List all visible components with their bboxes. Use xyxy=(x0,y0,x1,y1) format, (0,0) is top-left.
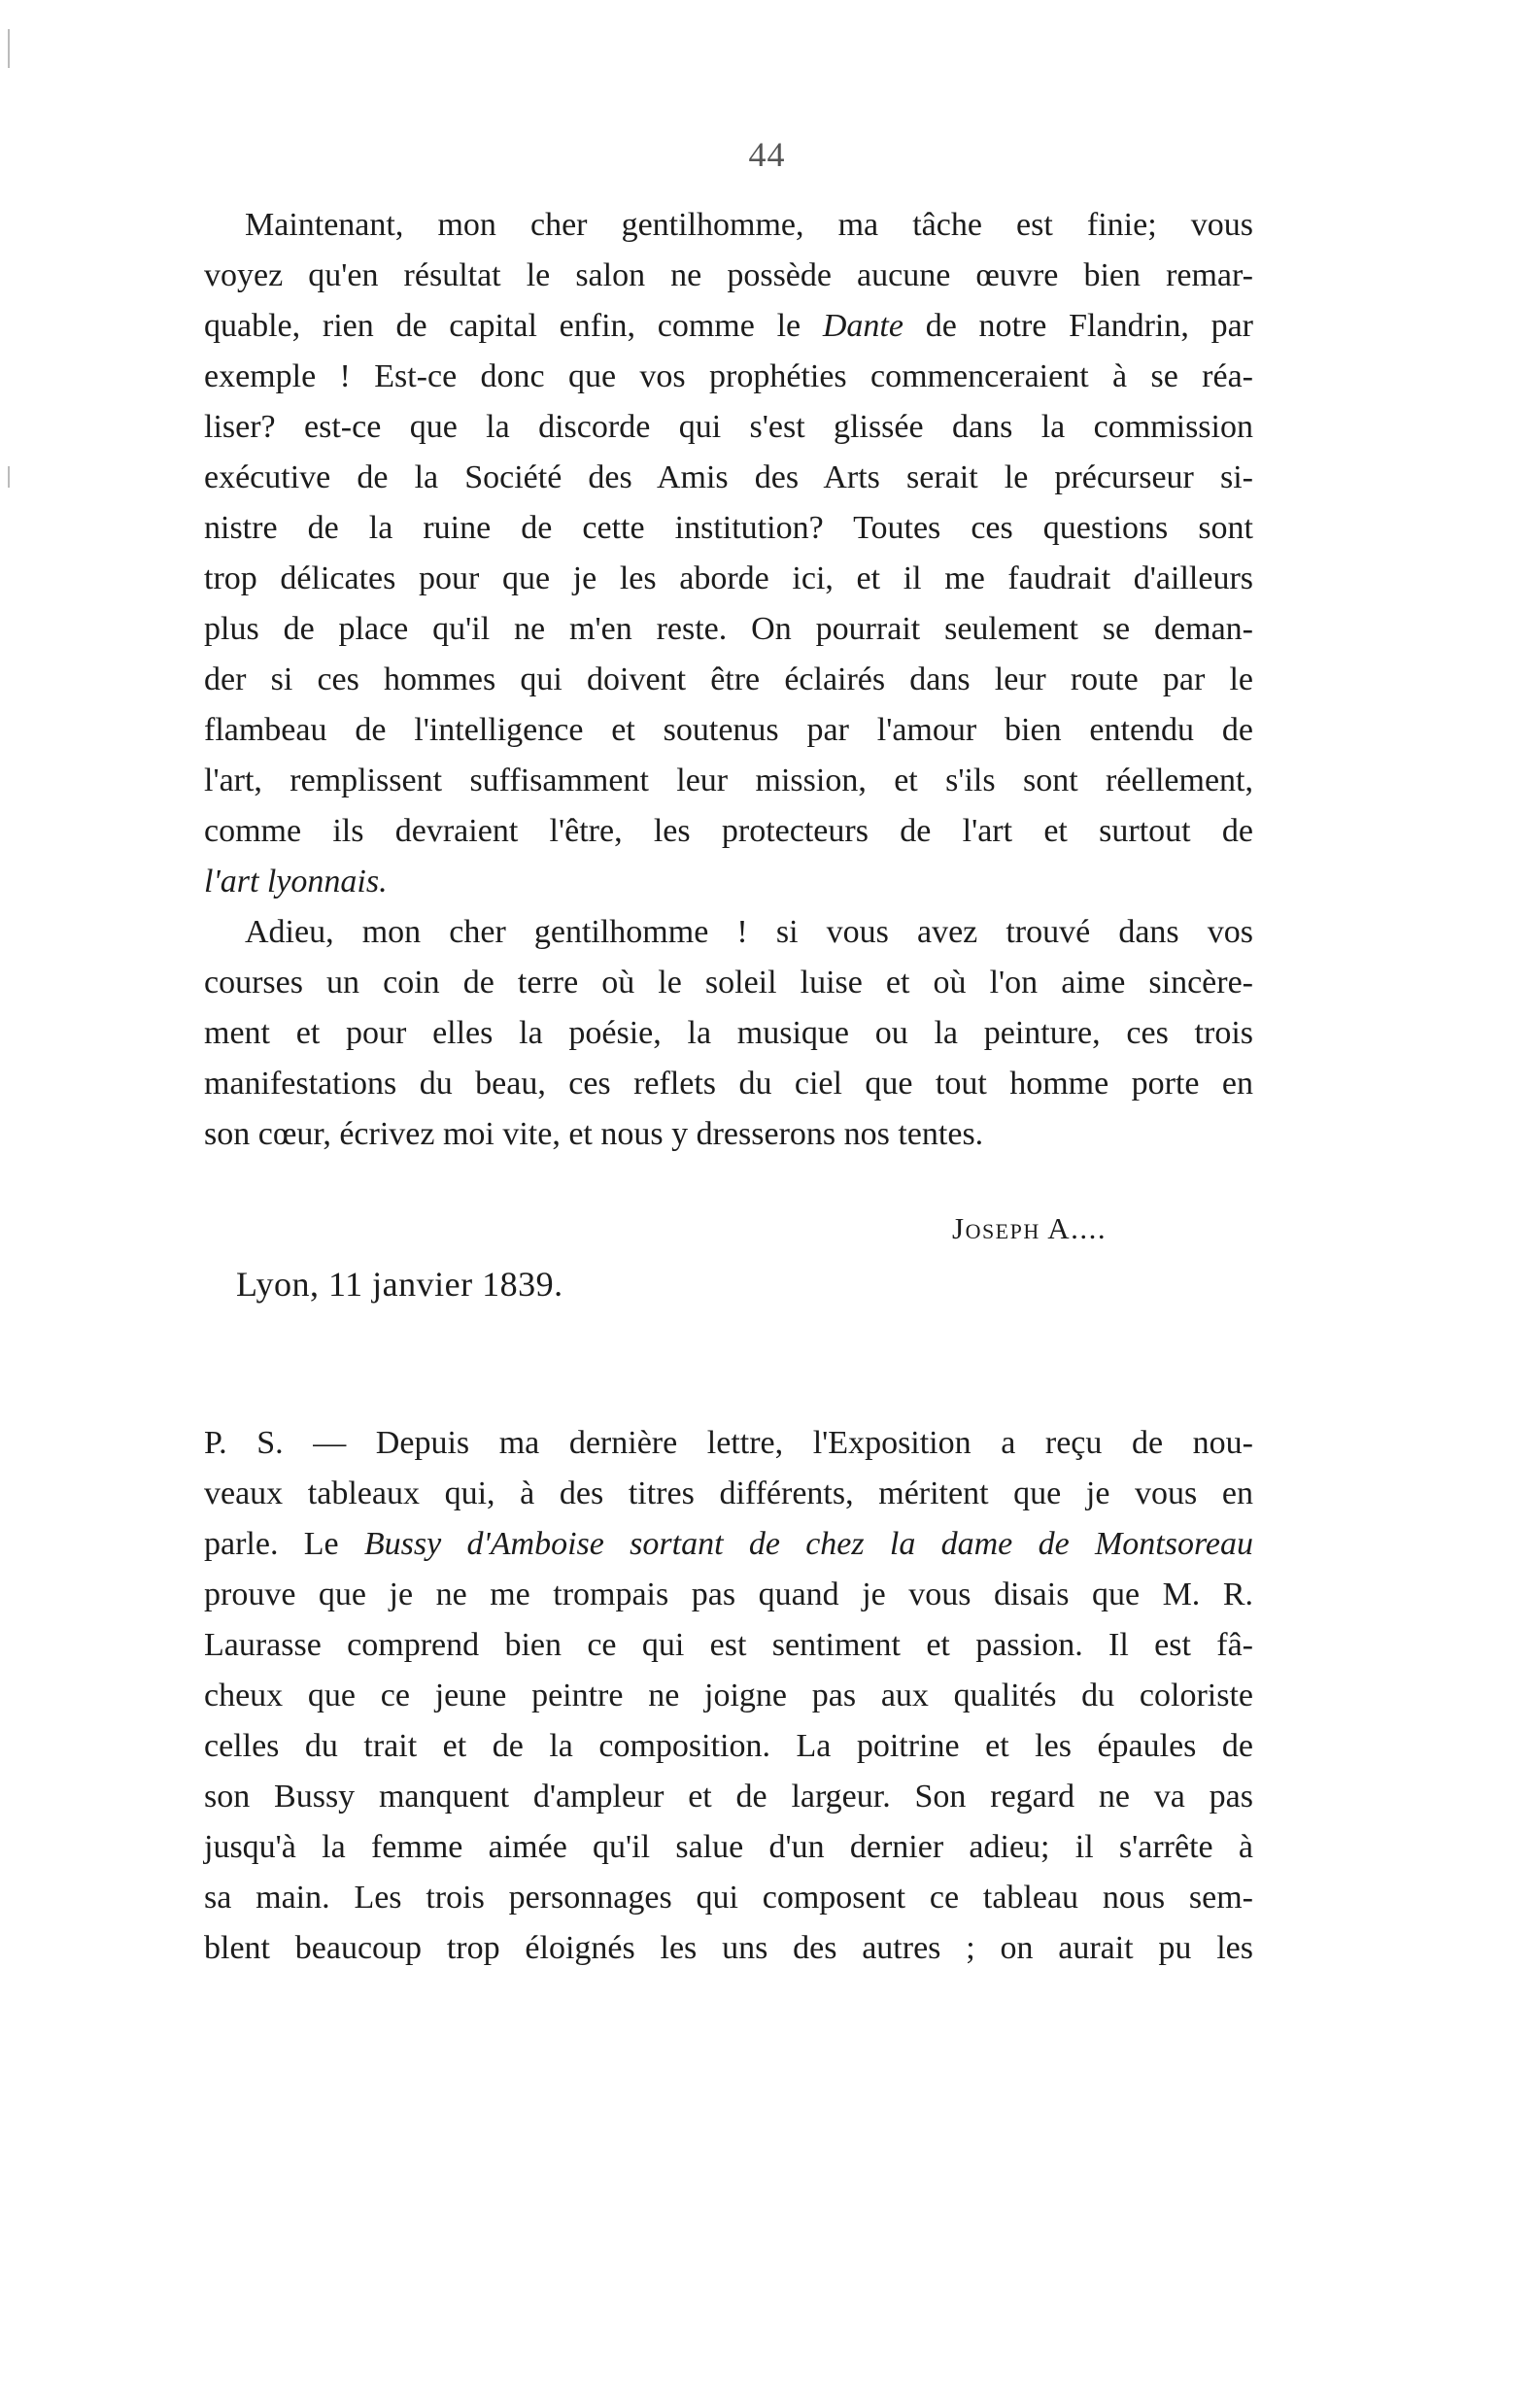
page-number: 44 xyxy=(748,135,786,174)
dateline: Lyon, 11 janvier 1839. xyxy=(236,1265,563,1304)
text-line: sa main. Les trois personnages qui composent ce tableau nous sem- xyxy=(204,1880,1253,1916)
text-line: flambeau de l'intelligence et soutenus par l'amour bien entendu de xyxy=(204,712,1253,748)
text-line xyxy=(204,1519,1253,1570)
text-line: exécutive de la Société des Amis des Arts serait le précurseur si- xyxy=(204,459,1253,495)
italic-phrase: l'art lyonnais. xyxy=(204,864,388,899)
text-line: liser? est-ce que la discorde qui s'est glissée dans la commission xyxy=(204,409,1253,445)
text-segment: parle. Le xyxy=(204,1526,339,1562)
scan-edge-mark xyxy=(8,466,10,488)
text-segment: quable, rien de capital enfin, comme le xyxy=(204,308,801,344)
text-line: prouve que je ne me trompais pas quand je vous disais que M. R. xyxy=(204,1577,1253,1612)
text-line: blent beaucoup trop éloignés les uns des autres ; on aurait pu les xyxy=(204,1930,1253,1966)
scan-edge-mark xyxy=(8,29,10,68)
text-line: exemple ! Est-ce donc que vos prophéties commenceraient à se réa- xyxy=(204,358,1253,394)
italic-title-dante: Dante xyxy=(822,308,903,344)
text-line: son cœur, écrivez moi vite, et nous y dresserons nos tentes. xyxy=(204,1116,984,1152)
text-line: plus de place qu'il ne m'en reste. On pourrait seulement se deman- xyxy=(204,611,1253,647)
text-line xyxy=(204,301,1253,352)
text-line: nistre de la ruine de cette institution? Toutes ces questions sont xyxy=(204,510,1253,546)
text-line: manifestations du beau, ces reflets du ciel que tout homme porte en xyxy=(204,1066,1253,1102)
text-line: veaux tableaux qui, à des titres différents, méritent que je vous en xyxy=(204,1475,1253,1511)
text-line: der si ces hommes qui doivent être éclairés dans leur route par le xyxy=(204,661,1253,697)
text-line: Maintenant, mon cher gentilhomme, ma tâche est finie; vous xyxy=(245,207,1253,243)
signature: Joseph A.... xyxy=(952,1211,1108,1245)
text-line: ment et pour elles la poésie, la musique ou la peinture, ces trois xyxy=(204,1015,1253,1051)
text-line: celles du trait et de la composition. La poitrine et les épaules de xyxy=(204,1728,1253,1764)
text-line: trop délicates pour que je les aborde ici, et il me faudrait d'ailleurs xyxy=(204,560,1253,596)
text-line: son Bussy manquent d'ampleur et de largeur. Son regard ne va pas xyxy=(204,1779,1253,1814)
text-line: cheux que ce jeune peintre ne joigne pas aux qualités du coloriste xyxy=(204,1678,1253,1713)
text-line xyxy=(204,857,1253,907)
text-line: Adieu, mon cher gentilhomme ! si vous avez trouvé dans vos xyxy=(245,914,1253,950)
text-line: jusqu'à la femme aimée qu'il salue d'un dernier adieu; il s'arrête à xyxy=(204,1829,1253,1865)
text-line: Laurasse comprend bien ce qui est sentiment et passion. Il est fâ- xyxy=(204,1627,1253,1663)
text-line: voyez qu'en résultat le salon ne possède aucune œuvre bien remar- xyxy=(204,257,1253,293)
text-segment: de notre Flandrin, par xyxy=(925,308,1254,344)
text-line: comme ils devraient l'être, les protecteurs de l'art et surtout de xyxy=(204,813,1253,849)
text-line: l'art, remplissent suffisamment leur mission, et s'ils sont réellement, xyxy=(204,763,1253,798)
italic-painting-title: Bussy d'Amboise sortant de chez la dame de Montsoreau xyxy=(363,1526,1254,1562)
text-line: courses un coin de terre où le soleil luise et où l'on aime sincère- xyxy=(204,965,1253,1001)
text-line: P. S. — Depuis ma dernière lettre, l'Exposition a reçu de nou- xyxy=(204,1425,1253,1461)
